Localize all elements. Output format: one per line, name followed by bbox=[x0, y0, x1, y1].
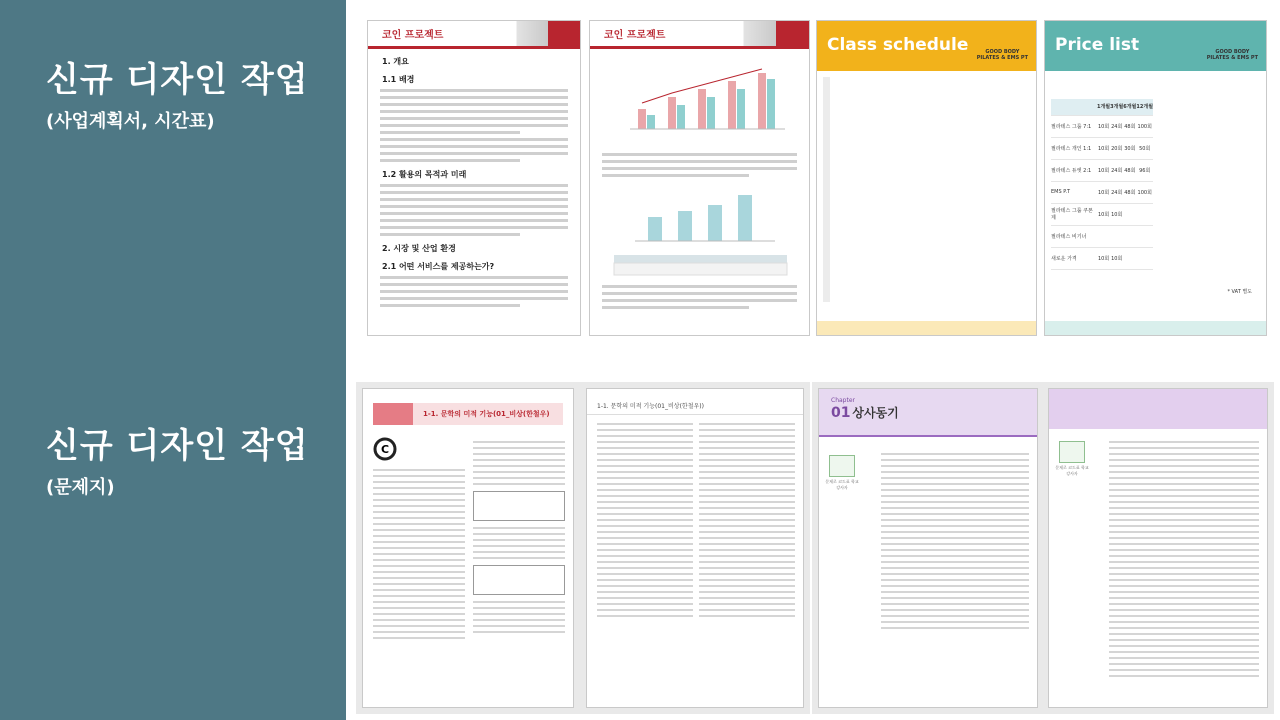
exam-column-left bbox=[597, 419, 693, 685]
price-table: 1개월 3개월 6개월 12개월 필라테스 그룹 7:1 10회 24회 48회 100회 필라테스 개인 1:1 10회 20회 30회 50회 필라테스 듀엣 2:1 10회 24회 48회 96회 EMS P.T 10회 24회 48회 100회 필라테스 그룹 쿠폰제 10회 10회 필라테스 비기너 새로운 가격 10회 10회 bbox=[1051, 99, 1153, 270]
schedule-title bbox=[817, 21, 1036, 71]
schedule-grid bbox=[823, 77, 830, 302]
icon-caption: 문제로 코드표 학교 강사자 bbox=[1055, 465, 1089, 476]
data-table-thumbnail bbox=[590, 251, 810, 281]
brand-logo: GOOD BODY PILATES & EMS PT bbox=[1207, 31, 1258, 61]
class-schedule-page[interactable] bbox=[816, 20, 1037, 336]
exam-sheet-3[interactable] bbox=[818, 388, 1038, 708]
report-heading: 2. 시장 및 산업 환경 bbox=[382, 244, 456, 253]
section-subtitle: (문제지) bbox=[46, 477, 115, 498]
table-row: 필라테스 개인 1:1 10회 20회 30회 50회 bbox=[1051, 137, 1153, 159]
section-heading-plans bbox=[46, 52, 309, 133]
schedule-title-text: Class schedule bbox=[827, 35, 969, 55]
report-page-1[interactable] bbox=[367, 20, 581, 336]
price-list-page[interactable] bbox=[1044, 20, 1267, 336]
table-row: 필라테스 그룹 7:1 10회 24회 48회 100회 bbox=[1051, 115, 1153, 137]
report-heading: 1. 개요 bbox=[382, 57, 409, 66]
book-icon bbox=[1059, 441, 1085, 463]
icon-caption: 문제로 코드표 학교 강사자 bbox=[825, 479, 859, 490]
bar-chart-thumbnail-2 bbox=[590, 181, 810, 251]
table-row: 필라테스 비기너 bbox=[1051, 225, 1153, 247]
report-subheading: 1.2 활용의 목적과 미래 bbox=[382, 170, 467, 179]
exam-column-right bbox=[699, 419, 795, 685]
purple-header bbox=[1049, 389, 1267, 429]
bar-chart-thumbnail bbox=[590, 49, 810, 149]
svg-text:C: C bbox=[380, 443, 390, 456]
exam-column-left bbox=[373, 437, 465, 685]
chapter-label: Chapter bbox=[831, 397, 855, 404]
section-title: 신규 디자인 작업 bbox=[46, 426, 309, 466]
exam-sheet-2[interactable] bbox=[586, 388, 804, 708]
section-title: 신규 디자인 작업 bbox=[46, 60, 309, 100]
exam-sheet-1[interactable] bbox=[362, 388, 574, 708]
schedule-notice-bar bbox=[817, 321, 1036, 335]
exam-sheet-4[interactable] bbox=[1048, 388, 1268, 708]
price-list-title-text: Price list bbox=[1055, 35, 1140, 55]
exam-column-right bbox=[473, 437, 565, 685]
book-icon bbox=[829, 455, 855, 477]
price-notice-bar bbox=[1045, 321, 1266, 335]
left-panel bbox=[0, 0, 346, 720]
table-row: 새로운 가격 10회 10회 bbox=[1051, 247, 1153, 269]
chapter-header bbox=[819, 389, 1037, 437]
report-header: 코인 프로젝트 bbox=[590, 21, 809, 49]
exam-title: 1-1. 문학의 미적 기능(01_비상(한철우) bbox=[373, 403, 563, 425]
exam-body bbox=[881, 449, 1029, 685]
report-subheading: 2.1 어떤 서비스를 제공하는가? bbox=[382, 262, 495, 271]
section-heading-exams bbox=[46, 418, 309, 499]
table-row: 필라테스 그룹 쿠폰제 10회 10회 bbox=[1051, 203, 1153, 225]
copyright-icon bbox=[373, 437, 397, 461]
exam-body bbox=[1109, 437, 1259, 685]
report-subheading: 1.1 배경 bbox=[382, 75, 415, 84]
chapter-title: 상사동기 bbox=[852, 406, 899, 420]
report-page-2[interactable] bbox=[589, 20, 810, 336]
section-subtitle: (사업계획서, 시간표) bbox=[46, 111, 215, 132]
vat-note: * VAT 별도 bbox=[1227, 289, 1252, 295]
brand-logo-icon bbox=[1226, 31, 1238, 47]
table-row: EMS P.T 10회 24회 48회 100회 bbox=[1051, 181, 1153, 203]
table-row: 필라테스 듀엣 2:1 10회 24회 48회 96회 bbox=[1051, 159, 1153, 181]
price-list-title bbox=[1045, 21, 1266, 71]
brand-logo: GOOD BODY PILATES & EMS PT bbox=[977, 31, 1028, 61]
exam-title: 1-1. 문학의 미적 기능(01_비상(한철우)) bbox=[587, 389, 803, 415]
report-header: 코인 프로젝트 bbox=[368, 21, 580, 49]
brand-logo-icon bbox=[996, 31, 1008, 47]
chapter-number: 01 bbox=[831, 405, 851, 421]
